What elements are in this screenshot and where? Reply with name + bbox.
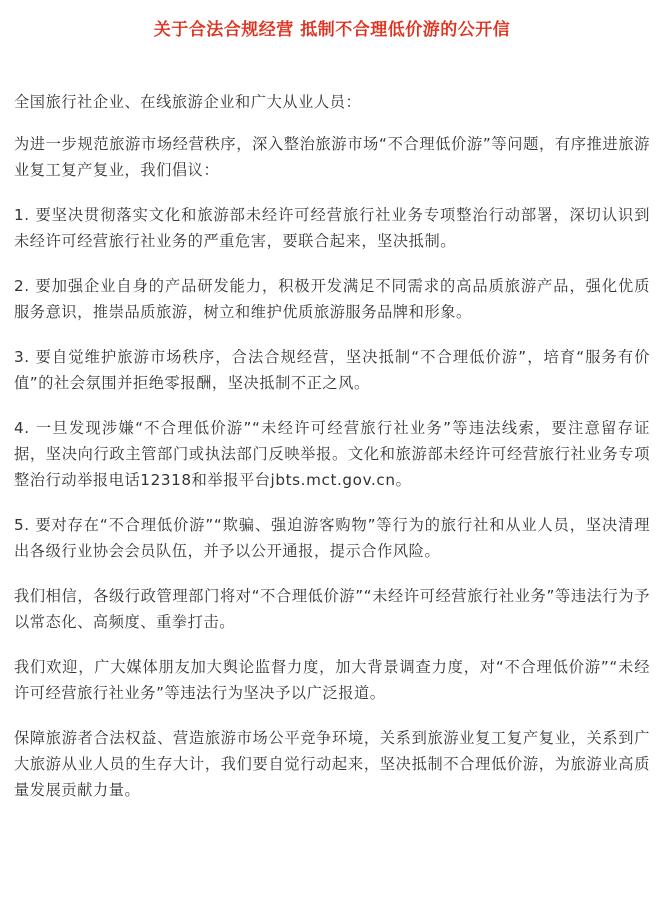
paragraph-item-5: 5. 要对存在“不合理低价游”“欺骗、强迫游客购物”等行为的旅行社和从业人员，坚决清理出各级行业协会会员队伍，并予以公开通报，提示合作风险。 <box>14 516 650 560</box>
paragraph-item-1: 1. 要坚决贯彻落实文化和旅游部未经许可经营旅行社业务专项整治行动部署，深切认识到未经许可经营旅行社业务的严重危害，要联合起来，坚决抵制。 <box>14 206 650 250</box>
salutation: 全国旅行社企业、在线旅游企业和广大从业人员： <box>14 93 362 111</box>
paragraph-intro: 为进一步规范旅游市场经营秩序，深入整治旅游市场“不合理低价游”等问题，有序推进旅游业复工复产复业，我们倡议： <box>14 135 650 179</box>
paragraph-welcome: 我们欢迎，广大媒体朋友加大舆论监督力度，加大背景调查力度，对“不合理低价游”“未经许可经营旅行社业务”等违法行为坚决予以广泛报道。 <box>14 658 650 702</box>
letter-title: 关于合法合规经营 抵制不合理低价游的公开信 <box>153 20 511 40</box>
paragraph-closing: 保障旅游者合法权益、营造旅游市场公平竞争环境，关系到旅游业复工复产复业，关系到广大旅游从业人员的生存大计，我们要自觉行动起来，坚决抵制不合理低价游，为旅游业高质量发展贡献力量。 <box>14 729 650 799</box>
paragraph-item-2: 2. 要加强企业自身的产品研发能力，积极开发满足不同需求的高品质旅游产品，强化优质服务意识，推崇品质旅游，树立和维护优质旅游服务品牌和形象。 <box>14 277 650 321</box>
paragraph-item-4: 4. 一旦发现涉嫌“不合理低价游”“未经许可经营旅行社业务”等违法线索，要注意留存证据，坚决向行政主管部门或执法部门反映举报。文化和旅游部未经许可经营旅行社业务专项整治行动举报电话12318和举报平台jbts.mct.gov.cn。 <box>14 419 650 489</box>
paragraph-item-3: 3. 要自觉维护旅游市场秩序，合法合规经营，坚决抵制“不合理低价游”，培育“服务有价值”的社会氛围并拒绝零报酬，坚决抵制不正之风。 <box>14 348 650 392</box>
paragraph-belief: 我们相信，各级行政管理部门将对“不合理低价游”“未经许可经营旅行社业务”等违法行为予以常态化、高频度、重拳打击。 <box>14 587 650 631</box>
letter-body <box>14 89 650 803</box>
